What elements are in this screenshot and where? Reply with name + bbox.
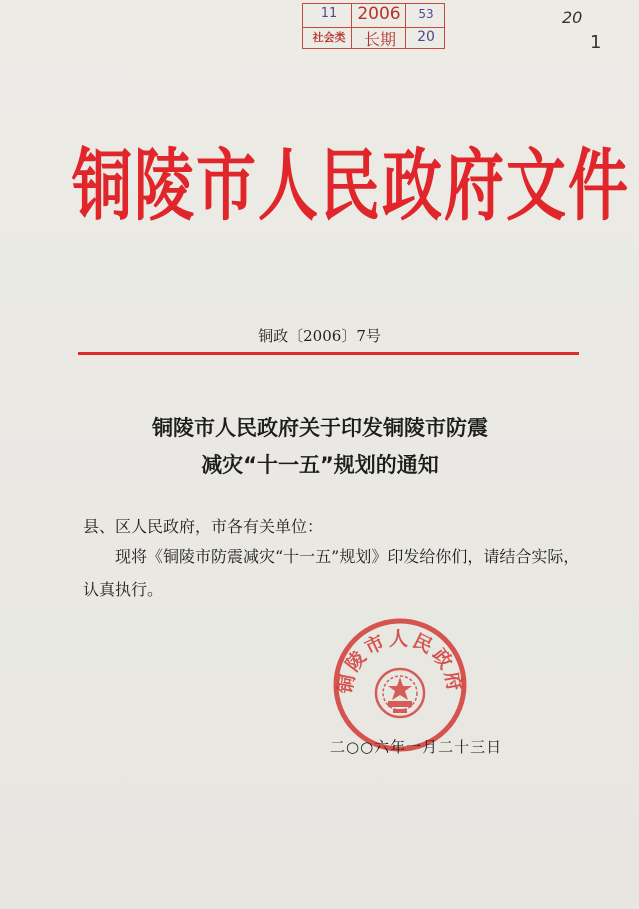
notice-title-line-2: 减灾“十一五”规划的通知 [201,453,439,477]
archive-number: 11 [320,6,338,21]
handwritten-page-mark: 20 [562,8,583,27]
document-number: 铜政〔2006〕7号 [258,327,381,345]
document-header-title: 铜陵市人民政府文件 [72,140,630,232]
archive-item-number: 53 [418,7,434,21]
notice-title-line-1: 铜陵市人民政府关于印发铜陵市防震 [152,416,488,440]
archive-page-count: 20 [417,29,435,45]
handwritten-page-mark-2: 1 [590,32,602,53]
issue-date: 二○○六年一月二十三日 [330,738,503,756]
addressee: 县、区人民政府，市各有关单位： [83,517,324,536]
archive-term: 长期 [363,30,396,49]
archive-stamp [302,3,445,49]
red-divider-line [78,352,579,355]
national-emblem-icon [376,669,424,717]
official-seal [330,615,470,755]
body-paragraph: 现将《铜陵市防震减灾“十一五”规划》印发给你们，请结合实际，认真执行。 [83,547,580,599]
seal-text: 铜陵市人民政府 [334,628,466,696]
archive-category: 社会类 [312,31,346,44]
archive-year: 2006 [357,4,401,24]
